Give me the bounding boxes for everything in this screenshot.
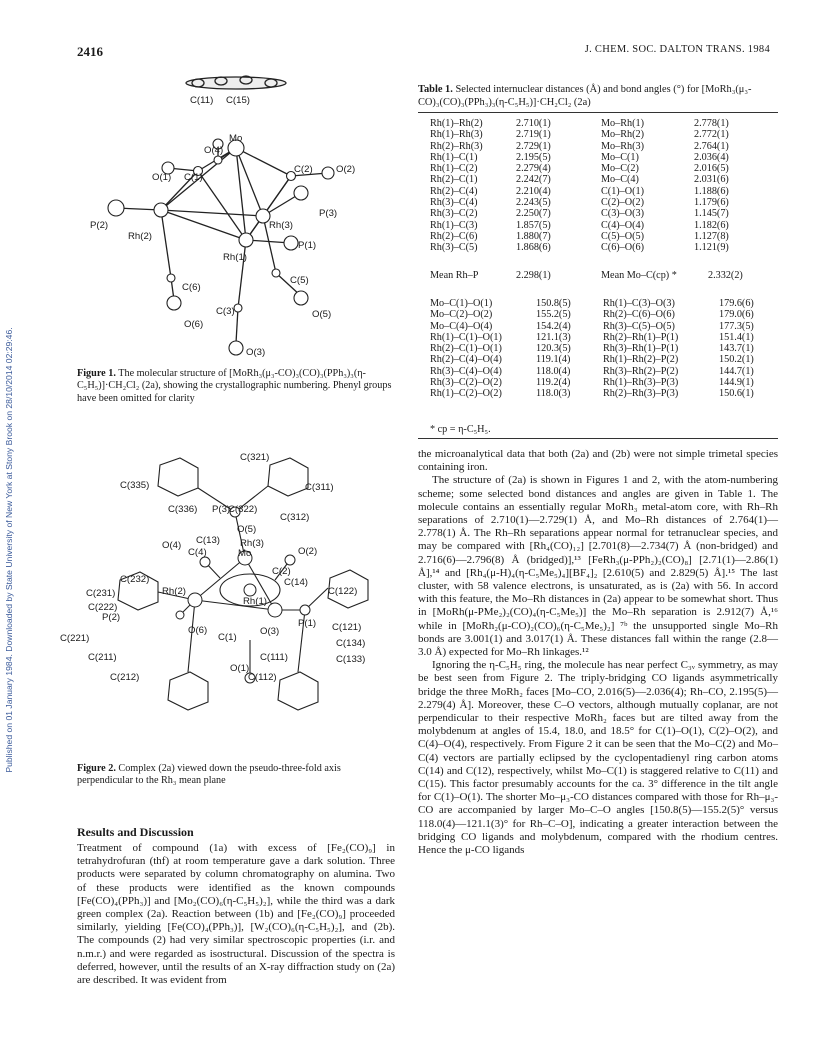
table-cell: Rh(3)–C(2)–O(2) [430,377,502,389]
table-cell: 2.772(1) [694,129,729,141]
section-heading: Results and Discussion [77,825,194,839]
table-cell: Rh(1)–C(1) [430,151,478,163]
fig2-label-o1: O(1) [230,663,250,674]
right-column-text [418,448,778,857]
table-cell: 118.0(3) [536,388,571,400]
table-cell: C(1)–O(1) [601,185,645,197]
table-row [418,242,778,253]
table-1-caption-text: Selected internuclear distances (Å) and bond angles (°) for [MoRh₃(μ₃-CO)₃(CO)₃(PPh₃)₃(η-C₅H₅)]·CH₂Cl₂ (2a) [418,84,752,108]
fig2-label-c2: C(2) [272,566,291,577]
table-row [418,298,778,309]
table-row [418,366,778,377]
table-cell: 177.3(5) [719,320,754,332]
fig2-label-o5: O(5) [237,524,257,535]
table-cell: Mo–Rh(3) [601,140,645,152]
table-row [418,388,778,399]
table-cell: Mo–C(2) [601,163,639,175]
table-row [418,354,778,365]
table-row [418,332,778,343]
fig2-label-rh1: Rh(1) [243,596,267,607]
page-number: 2416 [77,44,103,59]
mean-row [418,270,778,282]
table-cell: Rh(1)–Rh(2) [430,118,483,129]
table-cell: Rh(1)–Rh(3) [430,129,483,141]
table-row [418,197,778,208]
fig1-label-c15: C(15) [226,95,250,106]
table-1-label: Table 1. [418,84,453,95]
table-cell: Rh(3)–C(5)–O(5) [603,320,675,332]
table-cell: Mo–C(1) [601,151,639,163]
fig1-label-o5: O(5) [312,309,332,320]
fig1-label-c6: C(6) [182,282,201,293]
figure-2-structure [60,450,400,760]
table-row [418,174,778,185]
fig2-label-c222: C(222) [88,602,118,613]
download-note [1,140,17,960]
fig1-label-p2: P(2) [90,220,109,231]
table-cell: 1.121(9) [694,242,729,254]
fig2-label-c311: C(311) [305,482,334,493]
table-cell: 119.1(4) [536,354,571,366]
figure-1-caption-text: The molecular structure of [MoRh₃(μ₃-CO)₃(CO)₃(PPh₃)₃(η-C₅H₅)]·CH₂Cl₂ (2a), showing the crystallographic numbering. Phenyl groups have been omitted for clarity [77,368,392,404]
fig2-label-o2: O(2) [298,546,318,557]
fig1-label-p1: P(1) [298,240,317,251]
figure-1-structure [86,68,386,368]
table-cell: 1.880(7) [516,230,551,242]
table-cell: 1.188(6) [694,185,729,197]
table-cell: Rh(1)–Rh(2)–P(2) [603,354,679,366]
fig2-label-c13: C(13) [196,535,220,546]
table-row [418,309,778,320]
fig2-label-c221: C(221) [60,633,90,644]
table-cell: Mo–C(2)–O(2) [430,309,493,321]
mean-label-2: Mean Mo–C(cp) * [601,270,677,281]
fig2-label-p3: P(3) [212,504,231,515]
table-rule-bottom [418,438,778,439]
table-cell: 179.0(6) [719,309,754,321]
table-cell: Mo–Rh(1) [601,118,645,129]
table-cell: Rh(2)–C(6) [430,230,478,242]
table-cell: 2.729(1) [516,140,551,152]
table-row [418,186,778,197]
fig2-label-c231: C(231) [86,588,116,599]
table-cell: 155.2(5) [536,309,571,321]
table-cell: Rh(2)–C(6)–O(6) [603,309,675,321]
table-cell: C(2)–O(2) [601,197,645,209]
table-cell: Rh(2)–Rh(3)–P(3) [603,388,679,400]
table-cell: 150.6(1) [719,388,754,400]
fig2-label-c112: C(112) [248,672,277,683]
table-cell: 1.857(5) [516,219,551,231]
table-cell: Rh(2)–C(4)–O(4) [430,354,502,366]
running-head: J. CHEM. SOC. DALTON TRANS. 1984 [584,44,770,55]
table-cell: Rh(2)–C(1) [430,174,478,186]
figure-2-caption [77,763,393,788]
table-row [418,118,778,129]
table-cell: C(3)–O(3) [601,208,645,220]
table-cell: Rh(3)–C(5) [430,242,478,254]
table-cell: 2.036(4) [694,151,729,163]
fig2-label-p1: P(1) [298,618,317,629]
fig1-label-o2: O(2) [336,164,356,175]
table-cell: C(6)–O(6) [601,242,645,254]
table-cell: Rh(3)–C(4)–O(4) [430,365,502,377]
table-cell: 179.6(6) [719,298,754,309]
fig2-label-o4: O(4) [162,540,182,551]
table-cell: Mo–Rh(2) [601,129,645,141]
distance-table [418,118,778,254]
table-row [418,129,778,140]
fig2-label-o6: O(6) [188,625,208,636]
table-cell: Rh(3)–C(2) [430,208,478,220]
fig2-label-c4: C(4) [188,547,207,558]
table-row [418,141,778,152]
fig2-label-c121: C(121) [332,622,362,633]
table-cell: Rh(1)–C(3)–O(3) [603,298,675,309]
mean-value-2: 2.332(2) [708,270,743,281]
fig2-label-c321: C(321) [240,452,270,463]
left-column-text [77,842,395,987]
table-row [418,208,778,219]
table-cell: 1.127(8) [694,230,729,242]
table-cell: Rh(1)–C(2) [430,163,478,175]
fig1-label-c5: C(5) [290,275,309,286]
fig2-label-p2: P(2) [102,612,121,623]
table-cell: Mo–C(4) [601,174,639,186]
fig1-label-o4: O(4) [204,145,224,156]
table-cell: 1.145(7) [694,208,729,220]
table-cell: Rh(1)–C(3) [430,219,478,231]
fig1-label-p3: P(3) [319,208,338,219]
right-paragraph: The structure of (2a) is shown in Figures 1 and 2, with the atom-numbering scheme; some selected bond distances and angles are given in Table 1. The molecule contains an essentially regular MoRh₃ metal-atom core, with Rh–Rh separations of 2.710(1)—2.729(1) Å, and Mo–Rh distances of 2.764(1)—2.778(1) Å. The Rh–Rh separations appear normal for tetranuclear species, and may be compared with [Rh₄(CO)₁₂] [2.701(8)—2.734(7) Å (non-bridged) and 2.716(6)—2.796(8) Å (bridged)],¹³ [FeRh₃(μ-PPh₂)₂(CO)₈] [2.71(1)—2.86(1) Å],¹⁴ and [Rh₄(μ-H)₄(η-C₅Me₅)₄][BF₄]₂ [2.610(5) and 2.829(5) Å].¹⁵ The last cluster, with 58 valence electrons, is unsaturated, as is (2a) with 56. In accord with this feature, the Mo–Rh distances in (2a) appear to be somewhat short. Thus in [MoRh(μ-PMe₂)₂(CO)₄(η-C₅Me₅)] the Mo–Rh separation is 2.912(7) Å,¹⁶ while in [MoRh₂(μ-CO)₂(CO)₆(η-C₅Me₅)₂] ⁷ᵇ the unsupported single Mo–Rh bonds are 3.001(1) and 3.017(1) Å. These distances fall within the range (2.8—3.0 Å) expected for Mo–Rh linkages.¹² [418,474,778,659]
table-cell: 2.243(5) [516,197,551,209]
table-cell: 144.7(1) [719,365,754,377]
table-row [418,231,778,242]
table-row [418,343,778,354]
table-cell: 2.242(7) [516,174,551,186]
table-cell: 1.179(6) [694,197,729,209]
fig2-label-c122: C(122) [328,586,358,597]
fig2-label-o3: O(3) [260,626,280,637]
table-cell: 2.710(1) [516,118,551,129]
angle-table [418,298,778,400]
table-cell: 121.1(3) [536,331,571,343]
table-row [418,163,778,174]
fig2-label-c336: C(336) [168,504,198,515]
table-cell: 119.2(4) [536,377,571,389]
fig1-label-c1: C(1) [184,172,203,183]
table-row [418,220,778,231]
fig1-label-mo: Mo [229,133,243,144]
table-cell: Rh(1)–C(2)–O(2) [430,388,502,400]
table-row [418,377,778,388]
table-cell: Rh(1)–Rh(3)–P(3) [603,377,679,389]
table-rule-top [418,112,778,113]
table-cell: 150.2(1) [719,354,754,366]
fig2-label-c312: C(312) [280,512,310,523]
fig2-label-mo: Mo [238,548,252,559]
table-cell: 2.195(5) [516,151,551,163]
fig2-label-rh2: Rh(2) [162,586,186,597]
table-1-caption [418,84,778,110]
fig1-label-rh3: Rh(3) [269,220,293,231]
fig2-label-c232: C(232) [120,574,150,585]
table-cell: Rh(2)–Rh(3) [430,140,483,152]
table-cell: 2.719(1) [516,129,551,141]
table-row [418,152,778,163]
table-cell: C(5)–O(5) [601,230,645,242]
table-cell: Rh(1)–C(1)–O(1) [430,331,502,343]
table-cell: 143.7(1) [719,343,754,355]
table-cell: Rh(3)–C(4) [430,197,478,209]
table-cell: 1.182(6) [694,219,729,231]
table-row [418,321,778,332]
table-cell: 2.210(4) [516,185,551,197]
fig1-label-c2: C(2) [294,164,313,175]
fig2-label-c14: C(14) [284,577,308,588]
fig2-label-rh3: Rh(3) [240,538,264,549]
table-cell: 120.3(5) [536,343,571,355]
download-note-text: Published on 01 January 1984. Downloaded by State University of New York at Stony Brook on 28/10/2014 02:29:46. [4,327,14,773]
table-cell: 2.016(5) [694,163,729,175]
table-cell: Rh(2)–C(1)–O(1) [430,343,502,355]
table-cell: 150.8(5) [536,298,571,309]
table-cell: 1.868(6) [516,242,551,254]
fig1-label-o3: O(3) [246,347,266,358]
fig1-label-rh1: Rh(1) [223,252,247,263]
fig2-label-c111: C(111) [260,652,288,663]
figure-2-caption-text: Complex (2a) viewed down the pseudo-three-fold axis perpendicular to the Rh₃ mean plane [77,763,341,787]
fig1-label-o6: O(6) [184,319,204,330]
fig2-label-c212: C(212) [110,672,140,683]
table-cell: 2.031(6) [694,174,729,186]
figure-2-label: Figure 2. [77,763,116,774]
fig1-label-o1: O(1) [152,172,172,183]
table-cell: 2.250(7) [516,208,551,220]
fig1-label-rh2: Rh(2) [128,231,152,242]
table-cell: Rh(2)–Rh(1)–P(1) [603,331,679,343]
table-cell: C(4)–O(4) [601,219,645,231]
right-paragraph: the microanalytical data that both (2a) and (2b) were not simple trimetal species containing iron. [418,448,778,474]
mean-label-1: Mean Rh–P [430,270,479,281]
figure-1-label: Figure 1. [77,368,116,379]
table-cell: Mo–C(1)–O(1) [430,298,493,309]
table-cell: 118.0(4) [536,365,571,377]
fig2-label-c133: C(133) [336,654,366,665]
table-cell: 2.778(1) [694,118,729,129]
fig2-label-c1: C(1) [218,632,237,643]
table-cell: Mo–C(4)–O(4) [430,320,493,332]
figure-1-caption [77,368,393,405]
fig1-label-c3: C(3) [216,306,235,317]
mean-value-1: 2.298(1) [516,270,551,281]
table-cell: 2.279(4) [516,163,551,175]
fig2-label-c211: C(211) [88,652,117,663]
table-cell: 144.9(1) [719,377,754,389]
table-cell: Rh(3)–Rh(2)–P(2) [603,365,679,377]
table-cell: 151.4(1) [719,331,754,343]
fig2-label-c322: C(322) [228,504,258,515]
table-cell: Rh(3)–Rh(1)–P(1) [603,343,679,355]
fig2-label-c134: C(134) [336,638,366,649]
table-cell: Rh(2)–C(4) [430,185,478,197]
table-cell: 2.764(1) [694,140,729,152]
fig2-label-c335: C(335) [120,480,150,491]
left-paragraph: Treatment of compound (1a) with excess of [Fe₂(CO)₉] in tetrahydrofuran (thf) at room temperature gave a dark solution. Three products were separated by column chromatography on alumina. Two of these products were identified as the known compounds [Fe(CO)₄(PPh₃)] and [Mo₂(CO)₆(η-C₅H₅)₂], while the third was a dark green complex (2a). Reaction between (1b) and [Fe₂(CO)₉] proceeded similarly, yielding [Fe(CO)₄(PPh₃)], [W₂(CO)₆(η-C₅H₅)₂], and (2b). The compounds (2) had very similar spectroscopic properties (i.r. and n.m.r.) and were regarded as isostructural. Discussion of the spectra is deferred, however, until the results of an X-ray diffraction study on (2a) are described. It was evident from [77,842,395,987]
table-cell: 154.2(4) [536,320,571,332]
table-footnote: * cp = η-C₅H₅. [430,424,491,435]
fig1-label-c11: C(11) [190,95,214,106]
right-paragraph: Ignoring the η-C₅H₅ ring, the molecule has near perfect C₃ᵥ symmetry, as may be best seen from Figure 2. The triply-bridging CO ligands asymmetrically bridge the three MoRh₂ faces [Mo–CO, 2.016(5)—2.036(4); Rh–CO, 2.195(5)—2.279(4) Å]. Moreover, these C–O vectors, although mutually coplanar, are not perpendicular to their respective MoRh₂ faces but are tilted away from the molybdenum at angles of 15.4, 18.0, and 18.5° for C(1)–O(1), C(2)–O(2), and C(4)–O(4), respectively. From Figure 2 it can be seen that the Mo–C(2) and Mo–C(4) vectors are partially eclipsed by the cyclopentadienyl ring carbon atoms C(14) and C(12), respectively, whilst Mo–C(1) is staggered relative to C(11) and C(15). This factor presumably accounts for the ca. 3° difference in the tilt angle for C(1)–O(1). The shorter Mo–μ₃-CO distances compared with those for Rh–μ₃-CO are accompanied by larger Mo–C–O angles [150.8(5)—155.2(5)° versus 118.0(4)—121.1(3)° for Rh–C–O], indicating a greater interaction between the bridging CO ligands and molybdenum, compared with the rhodium centres. Hence the μ-CO ligands [418,659,778,857]
